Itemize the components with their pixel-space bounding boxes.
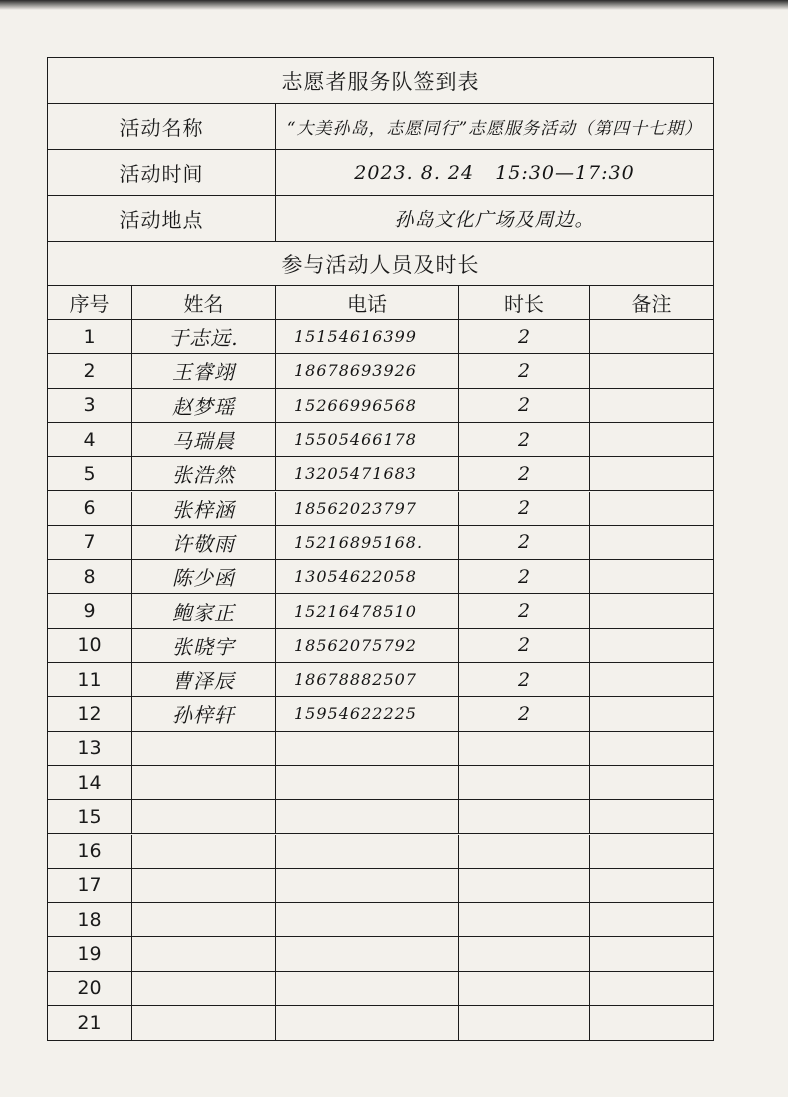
participant-hours — [459, 903, 590, 936]
row-number: 19 — [48, 937, 132, 970]
row-number: 20 — [48, 972, 132, 1005]
table-row — [48, 732, 713, 766]
participant-name — [132, 903, 276, 936]
participant-note — [590, 457, 713, 490]
table-row — [48, 594, 713, 628]
participant-hours — [459, 800, 590, 833]
table-row — [48, 663, 713, 697]
participant-note — [590, 835, 713, 868]
table-row — [48, 937, 713, 971]
participant-phone: 15954622225 — [276, 697, 459, 730]
row-number: 12 — [48, 697, 132, 730]
row-number: 2 — [48, 354, 132, 387]
participant-hours — [459, 937, 590, 970]
row-number: 13 — [48, 732, 132, 765]
participant-note — [590, 354, 713, 387]
participant-hours — [459, 972, 590, 1005]
participant-phone: 13205471683 — [276, 457, 459, 490]
participant-name: 鲍家正 — [132, 594, 276, 627]
row-number: 10 — [48, 629, 132, 662]
participant-phone: 15216895168. — [276, 526, 459, 559]
participant-hours: 2 — [459, 526, 590, 559]
participant-note — [590, 972, 713, 1005]
participant-hours: 2 — [459, 663, 590, 696]
row-number: 15 — [48, 800, 132, 833]
table-row — [48, 320, 713, 354]
table-row — [48, 972, 713, 1006]
participant-phone — [276, 800, 459, 833]
row-number: 16 — [48, 835, 132, 868]
table-row — [48, 389, 713, 423]
row-number: 14 — [48, 766, 132, 799]
participant-hours — [459, 835, 590, 868]
participant-hours: 2 — [459, 320, 590, 353]
participant-phone: 15154616399 — [276, 320, 459, 353]
row-number: 6 — [48, 492, 132, 525]
participant-phone — [276, 835, 459, 868]
row-number: 8 — [48, 560, 132, 593]
participant-hours — [459, 1006, 590, 1040]
participant-hours: 2 — [459, 697, 590, 730]
participant-note — [590, 937, 713, 970]
participant-name: 陈少函 — [132, 560, 276, 593]
participant-phone — [276, 766, 459, 799]
participant-hours — [459, 766, 590, 799]
participant-phone — [276, 972, 459, 1005]
activity-name-label: 活动名称 — [48, 104, 276, 149]
participant-note — [590, 903, 713, 936]
row-number: 21 — [48, 1006, 132, 1040]
row-number: 1 — [48, 320, 132, 353]
participant-hours: 2 — [459, 423, 590, 456]
participants-heading-row — [48, 242, 713, 286]
activity-place-label: 活动地点 — [48, 196, 276, 241]
photo-top-edge-shadow — [0, 0, 788, 10]
participant-note — [590, 320, 713, 353]
row-number: 5 — [48, 457, 132, 490]
header-no: 序号 — [48, 286, 132, 319]
participant-note — [590, 732, 713, 765]
participant-name: 孙梓轩 — [132, 697, 276, 730]
table-row — [48, 766, 713, 800]
row-number: 9 — [48, 594, 132, 627]
table-row — [48, 423, 713, 457]
activity-place-row — [48, 196, 713, 242]
row-number: 17 — [48, 869, 132, 902]
table-header-row — [48, 286, 713, 320]
row-number: 7 — [48, 526, 132, 559]
header-phone: 电话 — [276, 286, 459, 319]
participant-phone: 18562023797 — [276, 492, 459, 525]
row-number: 3 — [48, 389, 132, 422]
participant-name: 张晓宇 — [132, 629, 276, 662]
participant-name — [132, 732, 276, 765]
participant-name — [132, 800, 276, 833]
participant-phone: 18678693926 — [276, 354, 459, 387]
participant-name: 赵梦瑶 — [132, 389, 276, 422]
participant-phone — [276, 732, 459, 765]
participant-phone — [276, 1006, 459, 1040]
participant-note — [590, 560, 713, 593]
sign-in-sheet — [47, 57, 714, 1041]
activity-name-value: “大美孙岛，志愿同行”志愿服务活动（第四十七期） — [286, 119, 703, 139]
participant-note — [590, 526, 713, 559]
row-number: 18 — [48, 903, 132, 936]
participant-name: 王睿翊 — [132, 354, 276, 387]
participant-hours — [459, 869, 590, 902]
participant-note — [590, 869, 713, 902]
activity-time-label: 活动时间 — [48, 150, 276, 195]
table-row — [48, 526, 713, 560]
participant-note — [590, 766, 713, 799]
activity-time-value: 2023. 8. 24 15:30—17:30 — [354, 161, 635, 184]
activity-name-row — [48, 104, 713, 150]
table-row — [48, 457, 713, 491]
participant-hours: 2 — [459, 492, 590, 525]
table-row — [48, 492, 713, 526]
table-row — [48, 560, 713, 594]
header-hours: 时长 — [459, 286, 590, 319]
participant-name: 于志远. — [132, 320, 276, 353]
participant-name: 张梓涵 — [132, 492, 276, 525]
participant-hours — [459, 732, 590, 765]
header-name: 姓名 — [132, 286, 276, 319]
participant-name — [132, 937, 276, 970]
activity-time-row — [48, 150, 713, 196]
table-row — [48, 835, 713, 869]
participant-phone — [276, 937, 459, 970]
participant-name — [132, 869, 276, 902]
participant-name: 许敬雨 — [132, 526, 276, 559]
row-number: 11 — [48, 663, 132, 696]
participant-note — [590, 800, 713, 833]
participant-note — [590, 1006, 713, 1040]
participant-hours: 2 — [459, 389, 590, 422]
participant-phone: 13054622058 — [276, 560, 459, 593]
participant-name: 张浩然 — [132, 457, 276, 490]
table-row — [48, 697, 713, 731]
participant-phone: 15266996568 — [276, 389, 459, 422]
participant-name: 曹泽辰 — [132, 663, 276, 696]
table-row — [48, 869, 713, 903]
row-number: 4 — [48, 423, 132, 456]
header-note: 备注 — [631, 292, 672, 316]
participant-name — [132, 972, 276, 1005]
participant-hours: 2 — [459, 354, 590, 387]
table-row — [48, 903, 713, 937]
participant-phone: 18678882507 — [276, 663, 459, 696]
participant-name: 马瑞晨 — [132, 423, 276, 456]
participant-note — [590, 594, 713, 627]
participant-note — [590, 629, 713, 662]
participant-phone: 15505466178 — [276, 423, 459, 456]
participant-note — [590, 389, 713, 422]
participant-phone: 15216478510 — [276, 594, 459, 627]
participant-hours: 2 — [459, 629, 590, 662]
participant-hours: 2 — [459, 560, 590, 593]
table-row — [48, 354, 713, 388]
participant-name — [132, 766, 276, 799]
participant-name — [132, 1006, 276, 1040]
participant-hours: 2 — [459, 594, 590, 627]
participant-phone — [276, 869, 459, 902]
participant-phone: 18562075792 — [276, 629, 459, 662]
participant-name — [132, 835, 276, 868]
participant-note — [590, 697, 713, 730]
table-row — [48, 629, 713, 663]
table-row — [48, 800, 713, 834]
participant-note — [590, 423, 713, 456]
form-title: 志愿者服务队签到表 — [281, 69, 480, 94]
table-row — [48, 1006, 713, 1040]
activity-place-value: 孙岛文化广场及周边。 — [394, 209, 595, 231]
participants-heading: 参与活动人员及时长 — [281, 252, 480, 277]
form-title-row — [48, 58, 713, 104]
participant-note — [590, 663, 713, 696]
participant-hours: 2 — [459, 457, 590, 490]
participant-note — [590, 492, 713, 525]
participant-phone — [276, 903, 459, 936]
